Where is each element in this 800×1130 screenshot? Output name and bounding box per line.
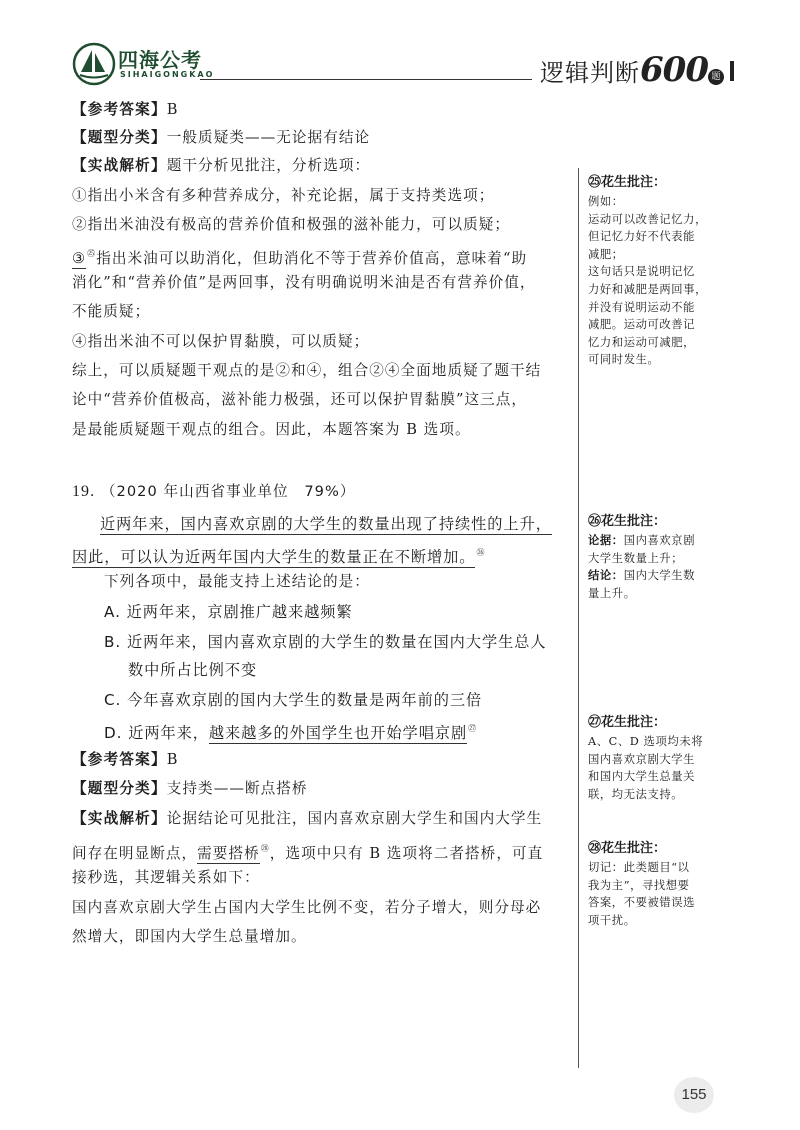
analysis-text-line: 综上，可以质疑题干观点的是②和④，组合②④全面地质疑了题干结 <box>72 362 542 379</box>
type-value: 一般质疑类——无论据有结论 <box>166 129 371 146</box>
option-b <box>104 631 547 653</box>
analysis-text: 指出米油可以助消化，但助消化不等于营养价值高，意味着“助 <box>96 250 528 267</box>
book-title <box>540 50 740 90</box>
question-prompt: 下列各项中，最能支持上述结论的是： <box>104 573 370 590</box>
side-note-line: 但记忆力好不代表能 <box>588 230 696 244</box>
option-letter: C. <box>104 691 122 709</box>
side-note-line: 运动可以改善记忆力， <box>588 212 707 226</box>
answer-value: B <box>166 101 179 118</box>
annotation-marker: ㉗ <box>468 724 478 733</box>
answer-line-2 <box>72 749 179 771</box>
option-marker: ③ <box>72 250 87 267</box>
option-a <box>104 601 353 623</box>
answer-label: 【参考答案】 <box>72 751 167 768</box>
side-note-line: 并没有说明运动不能 <box>588 300 696 314</box>
annotation-marker: ㉕ <box>87 249 97 258</box>
option-text: 近两年来，京剧推广越来越频繁 <box>126 603 353 621</box>
option-letter: D. <box>104 724 123 742</box>
analysis-text-line: ①指出小米含有多种营养成分，补充论据，属于支持类选项； <box>72 187 495 204</box>
question-stem-line <box>100 513 552 535</box>
analysis-intro: 题干分析见批注，分析选项： <box>166 157 371 174</box>
question-number: 19. <box>72 483 96 500</box>
analysis-text-line <box>72 243 527 270</box>
column-divider <box>578 168 579 1068</box>
premise-label: 论据： <box>588 534 624 547</box>
question-header <box>72 481 356 503</box>
side-note-line: 项干扰。 <box>588 913 636 927</box>
publisher-logo <box>72 42 215 86</box>
type-line-2 <box>72 778 308 800</box>
analysis-text-line: 接秒选，其逻辑关系如下： <box>72 869 260 886</box>
analysis-line-1 <box>72 155 370 177</box>
side-note-line: 这句话只是说明记忆 <box>588 265 696 279</box>
side-note-line: 可同时发生。 <box>588 353 660 367</box>
side-note-title: ㉗花生批注： <box>588 715 667 730</box>
side-note-25 <box>588 173 738 369</box>
header-bar <box>730 61 734 81</box>
question-stem: 因此，可以认为近两年国内大学生的数量正在不断增加。 <box>72 548 476 566</box>
type-line-1 <box>72 127 370 149</box>
analysis-text: 间存在明显断点， <box>72 845 198 862</box>
analysis-line-2 <box>72 808 542 830</box>
annotation-marker: ㉖ <box>476 548 486 557</box>
analysis-text-line: 不能质疑； <box>72 303 151 320</box>
analysis-text-line: 消化”和“营养价值”是两回事，没有明确说明米油是否有营养价值， <box>72 274 536 291</box>
side-note-line <box>588 532 738 550</box>
analysis-text-line: 论中“营养价值极高，滋补能力极强，还可以保护胃黏膜”这三点， <box>72 391 528 408</box>
type-value: 支持类——断点搭桥 <box>166 780 308 797</box>
brand-name: 四海公考 <box>118 48 202 72</box>
annotation-marker: ㉘ <box>260 844 270 853</box>
analysis-text-line: 国内喜欢京剧大学生占国内大学生比例不变，若分子增大，则分母必 <box>72 899 542 916</box>
side-note-line: 力好和减肥是两回事， <box>588 282 707 296</box>
analysis-label: 【实战解析】 <box>72 157 167 174</box>
side-note-line: 量上升。 <box>588 586 636 600</box>
conclusion-label: 结论： <box>588 569 624 583</box>
option-c <box>104 689 482 711</box>
answer-value: B <box>166 751 179 768</box>
side-note-title: ㉕花生批注： <box>588 175 667 190</box>
option-text: 近两年来， <box>128 724 209 742</box>
conclusion-text: 国内大学生数 <box>623 569 696 583</box>
type-label: 【题型分类】 <box>72 129 167 146</box>
question-source: （2020 年山西省事业单位 79%） <box>100 483 356 500</box>
side-note-title: ㉖花生批注： <box>588 514 667 529</box>
type-label: 【题型分类】 <box>72 780 167 797</box>
side-note-line: 大学生数量上升； <box>588 551 684 565</box>
header-rule <box>200 79 532 80</box>
option-letter: B. <box>104 633 122 651</box>
side-note-line: 和国内大学生总量关 <box>588 770 696 784</box>
analysis-label: 【实战解析】 <box>72 810 167 827</box>
side-note-line: 国内喜欢京剧大学生 <box>588 752 696 766</box>
side-note-title: ㉘花生批注： <box>588 841 667 856</box>
option-letter: A. <box>104 603 121 621</box>
side-note-26 <box>588 512 738 602</box>
answer-label: 【参考答案】 <box>72 101 167 118</box>
side-note-line: 减肥； <box>588 247 624 261</box>
option-d <box>104 718 477 744</box>
book-title-suffix: 题 <box>708 69 724 85</box>
side-note-line: 减肥。运动可改善记 <box>588 318 696 332</box>
side-note-line: 答案，不要被错误选 <box>588 896 696 910</box>
side-note-line <box>588 567 738 585</box>
option-text-underlined: 越来越多的外国学生也开始学唱京剧 <box>208 724 468 742</box>
premise-text: 国内喜欢京剧 <box>623 534 696 547</box>
brand-name-latin: SIHAIGONGKAO <box>120 70 215 79</box>
analysis-text-underlined: 需要搭桥 <box>197 845 260 862</box>
analysis-text: ，选项中只有 B 选项将二者搭桥，可直 <box>269 845 544 862</box>
analysis-text-line: 是最能质疑题干观点的组合。因此，本题答案为 B 选项。 <box>72 421 471 438</box>
analysis-text: 论据结论可见批注，国内喜欢京剧大学生和国内大学生 <box>166 810 543 827</box>
page-number: 155 <box>674 1077 714 1113</box>
answer-line-1 <box>72 99 179 121</box>
analysis-text-line: 然增大，即国内大学生总量增加。 <box>72 928 307 945</box>
side-note-line: 例如： <box>588 195 624 208</box>
option-text: 近两年来，国内喜欢京剧的大学生的数量在国内大学生总人 <box>126 633 547 651</box>
sailboat-logo-icon <box>72 42 116 86</box>
option-text: 今年喜欢京剧的国内大学生的数量是两年前的三倍 <box>127 691 483 709</box>
book-title-number: 600 <box>640 50 708 90</box>
side-note-line: A、C、D 选项均未将 <box>588 735 704 748</box>
question-stem: 近两年来，国内喜欢京剧的大学生的数量出现了持续性的上升， <box>100 515 552 533</box>
option-b-continued: 数中所占比例不变 <box>128 661 258 679</box>
side-note-line: 联，均无法支持。 <box>588 787 684 801</box>
side-note-27 <box>588 713 738 803</box>
analysis-text-line: ④指出米油不可以保护胃黏膜，可以质疑； <box>72 333 370 350</box>
book-title-text: 逻辑判断 <box>540 59 640 87</box>
side-note-28 <box>588 839 738 929</box>
question-stem-line <box>72 542 485 568</box>
side-note-line: 我为主”，寻找想要 <box>588 878 690 892</box>
analysis-text-line <box>72 838 543 865</box>
analysis-text-line: ②指出米油没有极高的营养价值和极强的滋补能力，可以质疑； <box>72 216 511 233</box>
side-note-line: 忆力和运动可减肥， <box>588 335 696 349</box>
side-note-line: 切记：此类题目“以 <box>588 861 690 874</box>
